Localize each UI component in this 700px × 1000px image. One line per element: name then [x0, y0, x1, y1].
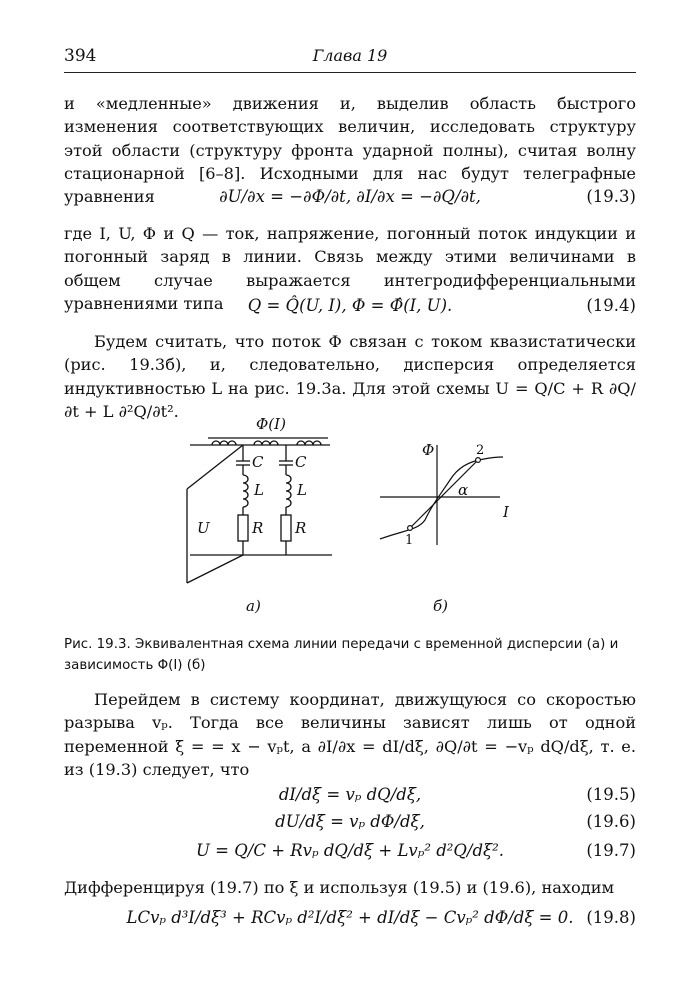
- resistor-1: [238, 515, 248, 541]
- figure-19-3: [0, 405, 700, 620]
- y-axis-label: Φ: [422, 441, 435, 459]
- point-2-label: 2: [476, 443, 485, 458]
- paragraph-4: Перейдем в систему координат, движущуюся со скоростью разрыва vₚ. Тогда все величины зависят лишь от одной переменной ξ = = x − vₚt, а ∂I/∂x = dI/dξ, ∂Q/∂t = −vₚ dQ/dξ, т. е. из (19.3) следует, что: [64, 690, 636, 779]
- resistor-2-label: R: [295, 519, 307, 537]
- equation-formula: dI/dξ = vₚ dQ/dξ,: [278, 785, 422, 804]
- equation-formula: dU/dξ = vₚ dΦ/dξ,: [275, 812, 425, 831]
- equation-19-6: [64, 812, 636, 838]
- equation-19-7: [64, 841, 636, 867]
- equation-number: (19.3): [586, 187, 636, 206]
- point-1-marker: [408, 526, 413, 531]
- inductor-1: [243, 475, 248, 507]
- voltage-diagonal-top: [187, 445, 243, 489]
- flux-current-graph: [380, 445, 503, 545]
- equation-formula: LCvₚ d³I/dξ³ + RCvₚ d²I/dξ² + dI/dξ − Cvₚ² dΦ/dξ = 0.: [126, 908, 574, 927]
- x-axis-label: I: [503, 503, 509, 521]
- equation-number: (19.5): [586, 785, 636, 804]
- equation-number: (19.7): [586, 841, 636, 860]
- capacitor-1-label: C: [252, 453, 264, 471]
- subfigure-b-label: б): [433, 597, 449, 615]
- angle-label: α: [458, 481, 469, 499]
- equation-formula: Q = Q̂(U, I), Φ = Φ̂(I, U).: [247, 296, 453, 315]
- voltage-label: U: [197, 519, 210, 537]
- equation-formula: U = Q/C + Rvₚ dQ/dξ + Lvₚ² d²Q/dξ².: [196, 841, 504, 860]
- point-1-label: 1: [405, 533, 414, 548]
- paragraph-5: Дифференцируя (19.7) по ξ и используя (19.5) и (19.6), находим: [64, 878, 615, 897]
- voltage-diagonal-bottom: [187, 555, 243, 583]
- inductor-2-label: L: [297, 481, 307, 499]
- figure-caption: Рис. 19.3. Эквивалентная схема линии передачи с временной дисперсии (а) и зависимость Φ(I) (б): [64, 637, 619, 673]
- equation-19-3: [64, 187, 636, 213]
- page-number: 394: [64, 46, 97, 66]
- point-2-marker: [476, 458, 481, 463]
- inductor-1-label: L: [254, 481, 264, 499]
- equation-formula: ∂U/∂x = −∂Φ/∂t, ∂I/∂x = −∂Q/∂t,: [219, 187, 481, 206]
- page-header: [64, 44, 636, 73]
- equation-number: (19.4): [586, 296, 636, 315]
- resistor-1-label: R: [252, 519, 264, 537]
- paragraph-3: Будем считать, что поток Φ связан с током квазистатически (рис. 19.3б), и, следовательно, дисперсия определяется индуктивностью L на рис. 19.3а. Для этой схемы U = Q/C + R ∂Q/∂t + L ∂²Q/∂t².: [64, 332, 636, 421]
- equation-number: (19.6): [586, 812, 636, 831]
- resistor-2: [281, 515, 291, 541]
- equation-number: (19.8): [586, 908, 636, 927]
- flux-label: Φ(I): [256, 415, 286, 433]
- capacitor-2-label: C: [295, 453, 307, 471]
- paragraph-2: где I, U, Φ и Q — ток, напряжение, погонный поток индукции и погонный заряд в линии. Связь между этими величинами в общем случае выражается интегродифференциальными уравнениями типа: [64, 224, 636, 313]
- equation-19-5: [64, 785, 636, 811]
- inductor-2: [286, 475, 291, 507]
- chapter-title: Глава 19: [312, 46, 388, 65]
- subfigure-a-label: а): [246, 597, 261, 615]
- equation-19-4: [64, 296, 636, 322]
- equation-19-8: [64, 908, 636, 934]
- paragraph-1: и «медленные» движения и, выделив область быстрого изменения соответствующих величин, исследовать структуру этой области (структуру фронта ударной полны), считая волну стационарной [6–8]. Исходными для нас будут телеграфные уравнения: [64, 94, 636, 207]
- phi-curve: [380, 457, 503, 539]
